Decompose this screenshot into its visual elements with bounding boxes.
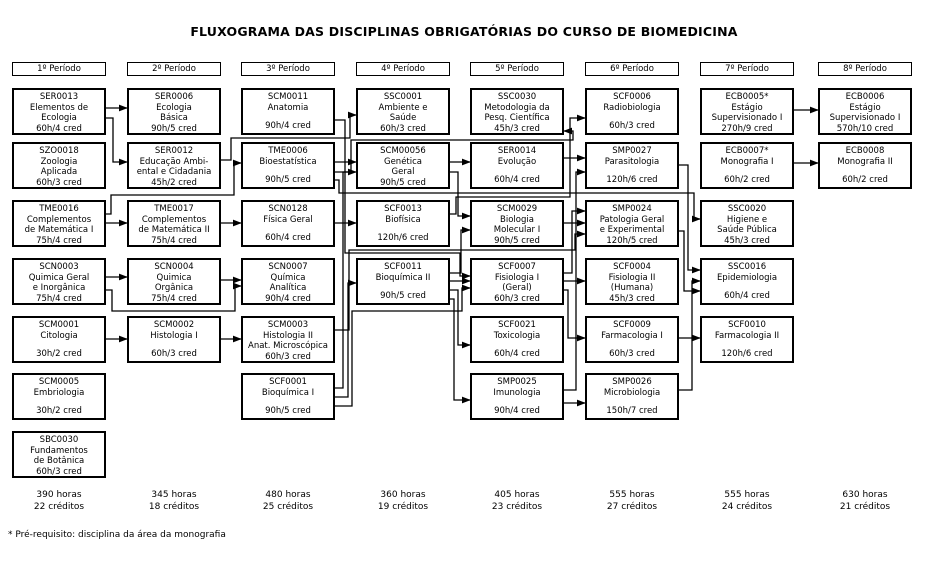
total-credits: 21 créditos [839,502,891,512]
connector-SMP0026-SSC0016 [679,281,700,390]
course-name-line: Toxicologia [493,330,541,341]
course-box-ECB0006 [818,88,912,135]
course-credits: 60h/3 cred [151,348,197,359]
course-box-ECB0007 [700,142,794,189]
course-credits: 90h/5 cred [494,235,540,246]
course-code: SCF0010 [728,320,766,330]
course-box-SCN0004 [127,258,221,305]
course-box-SER0006 [127,88,221,135]
period-header-7: 7º Período [700,62,794,76]
connector-SMP0025-SMP0027 [564,172,585,390]
course-name [601,331,663,342]
course-box-SSC0030 [470,88,564,135]
course-box-SCF0011 [356,258,450,305]
course-name [494,215,540,236]
course-credits: 75h/4 cred [36,293,82,304]
column-total-8 [810,489,920,513]
course-name-line: Ecologia [156,102,192,113]
course-name [717,215,777,236]
course-box-SCF0013 [356,200,450,247]
course-name-line: Fundamentos [30,445,88,456]
connector-SCF0001-SCF0007 [335,288,470,406]
connector-SMP0024-SSC0016 [679,231,700,291]
course-name [717,273,777,284]
course-credits: 75h/4 cred [36,235,82,246]
course-name-line: Educação Ambi- [139,156,209,167]
course-box-SCM0005 [12,373,106,420]
course-name [270,273,307,294]
course-name-line: Saúde [389,113,417,123]
course-name [29,273,90,294]
course-name [498,157,536,168]
total-hours: 630 horas [842,490,888,500]
course-name-line: ental e Cidadania [136,167,212,177]
course-code: SCN0007 [268,262,308,272]
total-credits: 24 créditos [721,502,773,512]
course-credits: 60h/3 cred [609,120,655,131]
course-box-TME0006 [241,142,335,189]
course-code: SCM0001 [38,320,80,330]
course-code: SCN0004 [154,262,194,272]
course-name-line: Ambiente e [378,102,428,113]
course-name-line: Farmacologia I [601,330,663,341]
course-code: SER0014 [497,146,537,156]
course-name [379,103,428,124]
course-credits: 90h/4 cred [494,405,540,416]
course-code: ECB0007* [725,146,769,156]
connector-SER0013-SER0012 [106,118,127,162]
course-box-SCF0010 [700,316,794,363]
total-hours: 555 horas [609,490,655,500]
connector-SCF0007-SMP0024 [564,211,585,273]
course-name [155,273,193,294]
course-box-SMP0024 [585,200,679,247]
course-box-SMP0027 [585,142,679,189]
course-name-line: Monografia I [720,156,774,167]
course-box-TME0016 [12,200,106,247]
column-total-7 [692,489,802,513]
course-name-line: Bioestatística [259,156,317,167]
connector-SCF0001-SCF0011 [335,283,356,397]
total-credits: 22 créditos [33,502,85,512]
course-name [609,273,656,294]
course-name [604,388,660,399]
course-name [34,388,85,399]
course-name [715,331,779,342]
course-name [605,157,660,168]
course-credits: 90h/5 cred [265,174,311,185]
course-box-SSC0020 [700,200,794,247]
course-name-line: Química [270,272,306,283]
course-box-SCF0001 [241,373,335,420]
course-credits: 75h/4 cred [151,235,197,246]
course-credits: 60h/4 cred [36,123,82,134]
course-name-line: Histologia I [150,330,198,341]
course-code: SSC0020 [727,204,767,214]
total-hours: 390 horas [36,490,82,500]
course-credits: 30h/2 cred [36,405,82,416]
course-name [600,215,665,236]
course-credits: 90h/5 cred [380,290,426,301]
course-box-SCM0001 [12,316,106,363]
course-credits: 90h/5 cred [151,123,197,134]
course-box-SMP0025 [470,373,564,420]
course-box-SSC0001 [356,88,450,135]
course-name [248,331,328,352]
course-name [494,331,540,342]
course-name-line: Aplicada [40,167,78,177]
course-name [156,103,192,124]
course-code: TME0016 [39,204,79,214]
course-box-SCF0007 [470,258,564,305]
course-credits: 90h/5 cred [265,405,311,416]
course-name [137,157,212,178]
course-name [376,273,431,284]
course-name-line: Quimica Geral [28,272,90,283]
course-name-line: de Botânica [33,456,85,466]
course-name-line: Citologia [40,330,78,341]
course-name-line: de Matemática I [24,225,94,235]
course-code: SCM0011 [267,92,309,102]
period-header-6: 6º Período [585,62,679,76]
course-box-SCF0021 [470,316,564,363]
course-box-SCM0002 [127,316,221,363]
course-box-SCM0003 [241,316,335,363]
course-credits: 60h/3 cred [36,177,82,188]
column-total-2 [119,489,229,513]
course-code: SCN0003 [39,262,79,272]
course-name-line: Supervisionado I [829,113,901,123]
total-credits: 19 créditos [377,502,429,512]
course-name-line: Analítica [269,283,307,293]
period-header-2: 2º Período [127,62,221,76]
course-name [495,273,539,294]
course-name-line: Molecular I [493,225,541,235]
course-code: ECB0008 [845,146,885,156]
course-code: SCM0002 [153,320,195,330]
course-name-line: Saúde Pública [717,225,777,235]
course-credits: 60h/4 cred [724,290,770,301]
course-code: SER0006 [154,92,194,102]
course-name-line: Histologia II [263,330,313,341]
course-code: SBC0030 [39,435,79,445]
total-hours: 345 horas [151,490,197,500]
footnote: * Pré-requisito: disciplina da área da monografia [8,530,226,540]
course-name-line: Orgânica [154,283,194,293]
course-box-TME0017 [127,200,221,247]
course-box-SCM0011 [241,88,335,135]
connector-SCM00056-SCM0029 [450,172,470,216]
total-credits: 23 créditos [491,502,543,512]
course-credits: 60h/3 cred [265,351,311,362]
total-hours: 555 horas [724,490,770,500]
period-header-3: 3º Período [241,62,335,76]
course-name [138,215,209,236]
course-code: SSC0001 [383,92,423,102]
course-name-line: Higiene e [726,214,768,225]
course-name-line: Bioquímica I [261,387,315,398]
course-name-line: Quimica [156,272,192,283]
course-name-line: Microbiologia [603,387,661,398]
course-box-SBC0030 [12,431,106,478]
course-box-SMP0026 [585,373,679,420]
course-box-SCF0006 [585,88,679,135]
course-credits: 90h/4 cred [265,293,311,304]
course-box-SER0013 [12,88,106,135]
course-code: SCF0001 [269,377,307,387]
course-name [493,388,540,399]
course-name-line: (Humana) [610,283,654,293]
course-name [30,103,88,124]
column-total-1 [4,489,114,513]
course-name-line: Estágio [849,102,881,113]
course-code: TME0017 [154,204,194,214]
course-credits: 45h/3 cred [724,235,770,246]
course-name-line: Geral [391,167,415,177]
course-name-line: Parasitologia [604,156,660,167]
course-code: TME0006 [268,146,308,156]
course-name-line: de Matemática II [138,225,210,235]
course-credits: 60h/3 cred [36,466,82,477]
course-code: SCF0006 [613,92,651,102]
course-credits: 120h/5 cred [606,235,658,246]
course-name [268,103,309,114]
course-name-line: Genética [383,156,422,167]
course-credits: 120h/6 cred [377,232,429,243]
period-header-5: 5º Período [470,62,564,76]
course-name [712,103,783,124]
course-name-line: Biofísica [385,214,421,225]
course-code: ECB0006 [845,92,885,102]
course-credits: 120h/6 cred [721,348,773,359]
course-credits: 60h/4 cred [494,348,540,359]
course-code: SCF0007 [498,262,536,272]
course-code: SER0012 [154,146,194,156]
course-name-line: Anatomia [267,102,309,113]
course-name-line: Pesq. Científica [484,113,550,123]
course-box-SZO0018 [12,142,106,189]
total-credits: 18 créditos [148,502,200,512]
course-credits: 60h/2 cred [842,174,888,185]
course-name-line: Imunologia [493,387,541,398]
diagram-title: FLUXOGRAMA DAS DISCIPLINAS OBRIGATÓRIAS DO CURSO DE BIOMEDICINA [190,24,738,39]
course-code: SZO0018 [39,146,79,156]
course-name [41,157,78,178]
course-code: SMP0026 [612,377,652,387]
connector-SMP0027-SSC0016 [679,165,700,270]
course-code: SCF0021 [498,320,536,330]
course-name [385,215,420,226]
course-code: SCM0005 [38,377,80,387]
course-name [262,388,314,399]
course-credits: 60h/3 cred [494,293,540,304]
course-code: SER0013 [39,92,79,102]
course-box-SSC0016 [700,258,794,305]
course-name-line: Biologia [500,214,534,225]
course-credits: 45h/3 cred [494,123,540,134]
course-box-ECB0005 [700,88,794,135]
period-header-1: 1º Período [12,62,106,76]
course-box-ECB0008 [818,142,912,189]
course-name [30,446,88,467]
course-name [384,157,422,178]
course-credits: 60h/4 cred [494,174,540,185]
column-total-3 [233,489,343,513]
course-name-line: Elementos de [29,102,89,113]
course-name-line: Física Geral [263,214,313,225]
course-box-SCM00056 [356,142,450,189]
course-name [25,215,94,236]
course-box-SER0014 [470,142,564,189]
course-code: SSC0016 [727,262,767,272]
course-code: SCF0004 [613,262,651,272]
course-name-line: Radiobiologia [603,102,661,113]
course-name-line: Evolução [497,156,537,167]
course-name-line: Fisiologia I [494,272,540,283]
course-credits: 60h/3 cred [380,123,426,134]
connector-SCF0011-SCM0029 [450,230,470,273]
course-credits: 75h/4 cred [151,293,197,304]
course-code: ECB0005* [725,92,769,102]
course-credits: 60h/3 cred [609,348,655,359]
course-name-line: Complementos [141,214,207,225]
course-name [263,215,313,226]
course-name-line: Patologia Geral [599,214,665,225]
course-name-line: Estágio [731,102,763,113]
course-name-line: (Geral) [502,283,532,293]
course-name-line: Anat. Microscópica [248,341,328,351]
course-credits: 90h/5 cred [380,177,426,188]
course-name-line: Farmacologia II [714,330,780,341]
course-box-SCF0009 [585,316,679,363]
course-name-line: Ecologia [41,113,77,123]
course-credits: 60h/4 cred [265,232,311,243]
period-header-8: 8º Período [818,62,912,76]
course-name [837,157,893,168]
course-credits: 90h/4 cred [265,120,311,131]
course-name-line: Bioquímica II [375,272,431,283]
course-code: SCF0009 [613,320,651,330]
course-code: SCF0013 [384,204,422,214]
course-code: SMP0024 [612,204,652,214]
course-box-SCF0004 [585,258,679,305]
course-credits: 120h/6 cred [606,174,658,185]
course-credits: 45h/3 cred [609,293,655,304]
course-code: SMP0027 [612,146,652,156]
total-credits: 27 créditos [606,502,658,512]
course-name-line: Zoologia [40,156,78,167]
column-total-5 [462,489,572,513]
course-name [40,331,77,342]
course-code: SCN0128 [268,204,308,214]
total-hours: 405 horas [494,490,540,500]
course-name-line: Monografia II [837,156,893,167]
course-credits: 150h/7 cred [606,405,658,416]
course-name-line: e Inorgânica [32,283,86,293]
total-hours: 360 horas [380,490,426,500]
course-credits: 45h/2 cred [151,177,197,188]
course-box-SCN0007 [241,258,335,305]
course-credits: 60h/2 cred [724,174,770,185]
course-box-SER0012 [127,142,221,189]
course-name [603,103,660,114]
course-name [259,157,316,168]
course-box-SCN0128 [241,200,335,247]
course-name [721,157,774,168]
course-credits: 270h/9 cred [721,123,773,134]
course-credits: 570h/10 cred [836,123,894,134]
course-box-SCM0029 [470,200,564,247]
course-name-line: Fisiologia II [608,272,656,283]
total-credits: 25 créditos [262,502,314,512]
connector-SCF0011-SCF0021 [450,290,470,345]
course-code: SCM0029 [496,204,538,214]
course-name-line: e Experimental [599,225,665,235]
course-name [830,103,901,124]
total-hours: 480 horas [265,490,311,500]
course-name-line: Complementos [26,214,92,225]
column-total-4 [348,489,458,513]
course-code: SMP0025 [497,377,537,387]
course-name-line: Epidemiologia [716,272,778,283]
course-name-line: Básica [160,113,188,123]
course-name-line: Supervisionado I [711,113,783,123]
course-name-line: Metodologia da [484,102,550,113]
course-code: SCM0003 [267,320,309,330]
course-box-SCN0003 [12,258,106,305]
connector-SCF0001-SCM00056 [335,172,356,388]
course-code: SCM00056 [380,146,426,156]
column-total-6 [577,489,687,513]
course-code: SCF0011 [384,262,422,272]
connector-SCF0007-SCF0009 [564,290,585,338]
course-code: SSC0030 [497,92,537,102]
course-name [150,331,197,342]
course-name [484,103,550,124]
course-name-line: Embriologia [33,387,85,398]
course-credits: 30h/2 cred [36,348,82,359]
connector-SCF0011-SMP0025 [450,299,470,400]
period-header-4: 4º Período [356,62,450,76]
